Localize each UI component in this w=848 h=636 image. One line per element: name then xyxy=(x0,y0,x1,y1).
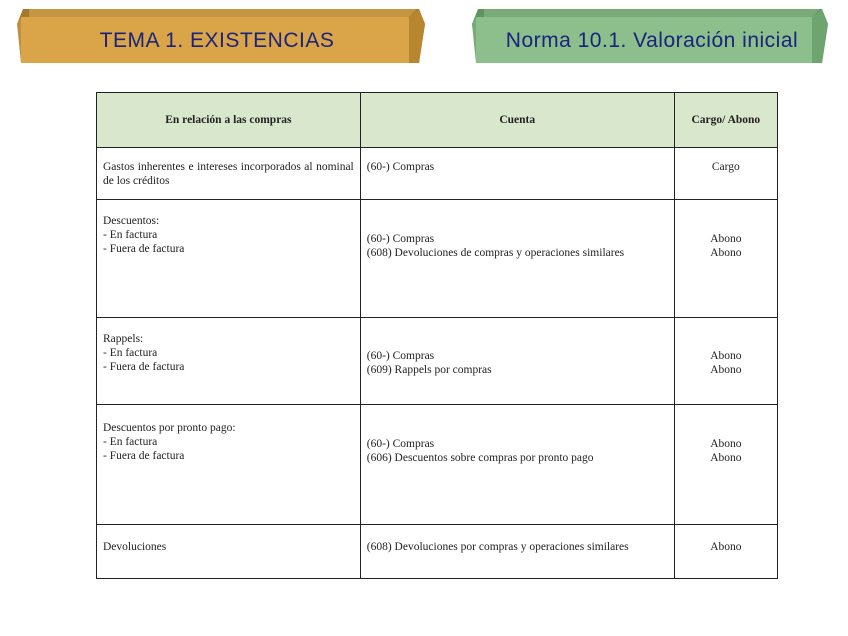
accounting-table xyxy=(96,92,778,579)
header-cuenta: Cuenta xyxy=(360,93,674,148)
cell-text: Abono xyxy=(710,247,742,259)
cell-text: Abono xyxy=(710,350,742,362)
cell-text: (60-) Compras xyxy=(366,350,435,362)
cell-text: - Fuera de factura xyxy=(103,243,185,255)
cell-cargo-abono xyxy=(674,405,777,525)
cell-cuenta xyxy=(360,200,674,318)
cell-text: Descuentos: xyxy=(103,215,160,227)
cell-relacion xyxy=(97,148,361,200)
cell-text: Cargo xyxy=(711,161,740,173)
cell-text: Abono xyxy=(710,438,742,450)
table-row xyxy=(97,405,778,525)
cell-cuenta xyxy=(360,148,674,200)
cell-text: Gastos inherentes e intereses incorporados al nominal de los créditos xyxy=(103,161,354,187)
table-row xyxy=(97,318,778,405)
cell-text: (606) Descuentos sobre compras por pronto pago xyxy=(366,452,594,464)
table-row xyxy=(97,200,778,318)
norm-title: Norma 10.1. Valoración inicial xyxy=(505,29,799,52)
cell-text: Rappels: xyxy=(103,333,144,345)
cell-text: (609) Rappels por compras xyxy=(366,364,492,376)
header-relacion: En relación a las compras xyxy=(97,93,361,148)
cell-text: Descuentos por pronto pago: xyxy=(103,422,236,434)
cell-text: - Fuera de factura xyxy=(103,450,185,462)
table-row xyxy=(97,525,778,579)
table-row xyxy=(97,148,778,200)
cell-text: Abono xyxy=(710,233,742,245)
cell-cuenta xyxy=(360,318,674,405)
cell-text: Abono xyxy=(710,364,742,376)
cell-text: Abono xyxy=(710,541,742,553)
cell-text: Abono xyxy=(710,452,742,464)
cell-text: Devoluciones xyxy=(103,541,167,553)
cell-text: - En factura xyxy=(103,229,158,241)
cell-text: (60-) Compras xyxy=(366,161,435,173)
topic-banner xyxy=(15,8,427,62)
cell-text: (608) Devoluciones por compras y operaciones similares xyxy=(366,541,629,553)
cell-relacion xyxy=(97,525,361,579)
header-cargo-abono: Cargo/ Abono xyxy=(674,93,777,148)
cell-cargo-abono xyxy=(674,318,777,405)
cell-text: - En factura xyxy=(103,347,158,359)
topic-title: TEMA 1. EXISTENCIAS xyxy=(99,29,335,52)
cell-text: (60-) Compras xyxy=(366,233,435,245)
cell-relacion xyxy=(97,405,361,525)
cell-relacion xyxy=(97,318,361,405)
cell-cargo-abono xyxy=(674,148,777,200)
cell-text: (60-) Compras xyxy=(366,438,435,450)
cell-relacion xyxy=(97,200,361,318)
cell-cargo-abono xyxy=(674,200,777,318)
cell-cargo-abono xyxy=(674,525,777,579)
cell-cuenta xyxy=(360,405,674,525)
cell-text: (608) Devoluciones de compras y operaciones similares xyxy=(366,247,625,259)
cell-text: - En factura xyxy=(103,436,158,448)
norm-banner xyxy=(470,8,830,62)
cell-text: - Fuera de factura xyxy=(103,361,185,373)
table-header-row xyxy=(97,93,778,148)
cell-cuenta xyxy=(360,525,674,579)
